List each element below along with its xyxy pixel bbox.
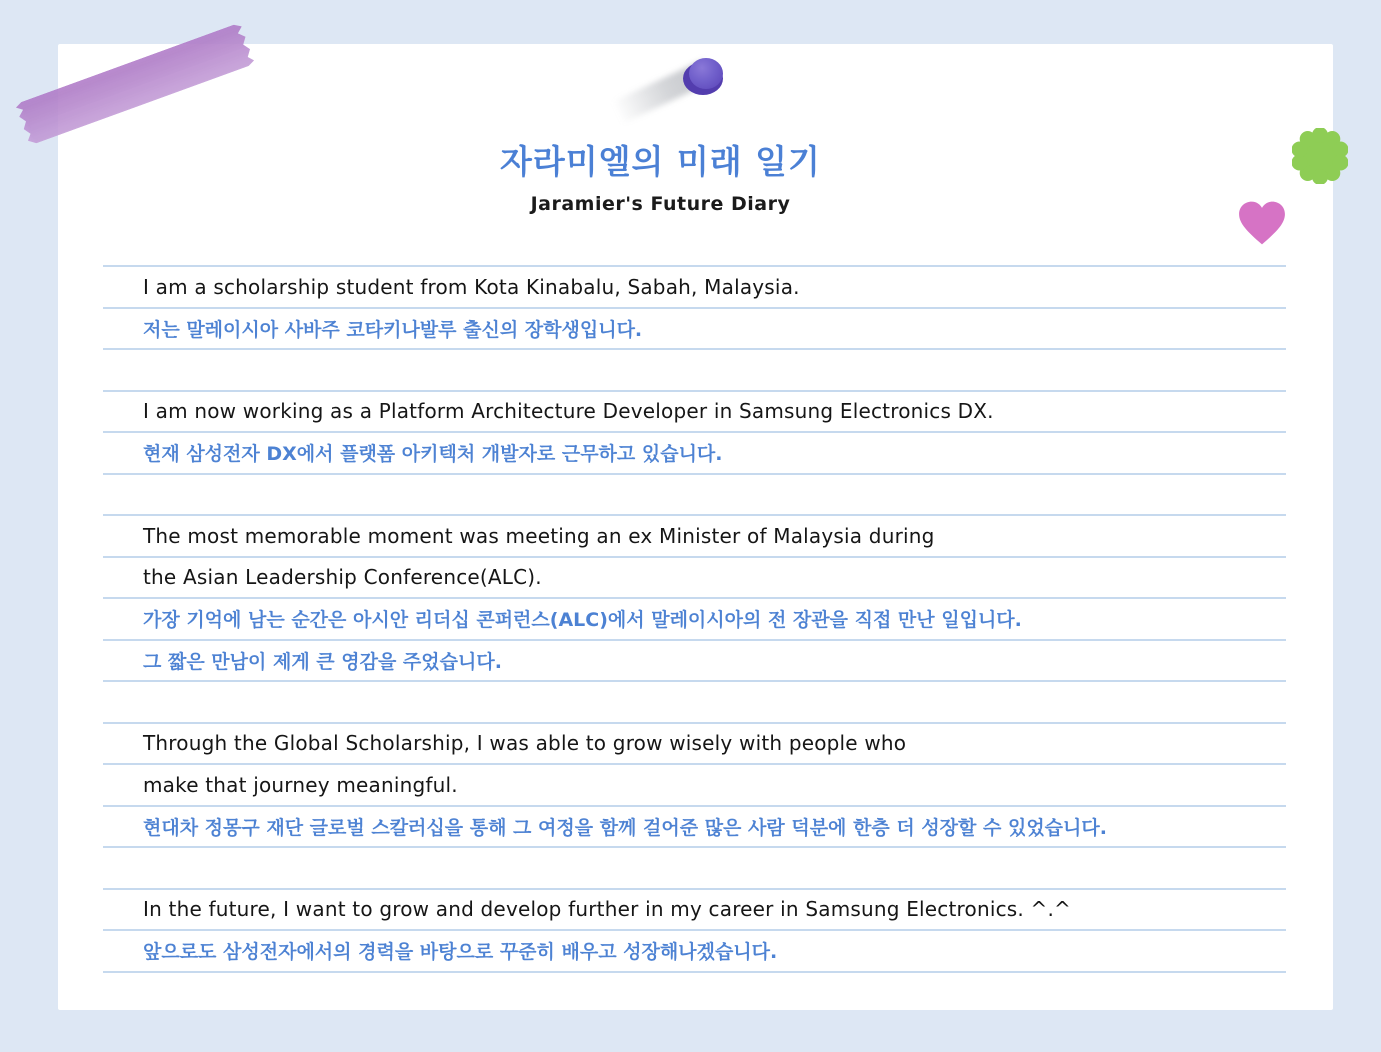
heart-icon [1237,200,1287,247]
page-title: 자라미엘의 미래 일기 [500,142,821,181]
diary-line-blank [103,682,1286,724]
diary-card [58,44,1333,1010]
diary-header [58,136,1333,215]
ruled-paper [103,265,1286,973]
diary-line-blank [103,350,1286,392]
diary-line-en: make that journey meaningful. [103,765,1286,807]
diary-line-ko: 저는 말레이시아 사바주 코타키나발루 출신의 장학생입니다. [103,309,1286,351]
diary-line-ko: 그 짧은 만남이 제게 큰 영감을 주었습니다. [103,641,1286,683]
diary-line-ko: 현재 삼성전자 DX에서 플랫폼 아키텍처 개발자로 근무하고 있습니다. [103,433,1286,475]
diary-line-en: In the future, I want to grow and develop further in my career in Samsung Electronics. ^.^ [103,890,1286,932]
diary-line-en: I am now working as a Platform Architecture Developer in Samsung Electronics DX. [103,392,1286,434]
diary-line-blank [103,475,1286,517]
diary-line-blank [103,848,1286,890]
diary-line-en: I am a scholarship student from Kota Kinabalu, Sabah, Malaysia. [103,267,1286,309]
diary-line-en: The most memorable moment was meeting an ex Minister of Malaysia during [103,516,1286,558]
push-pin-icon [683,58,725,95]
diary-line-en: Through the Global Scholarship, I was able to grow wisely with people who [103,724,1286,766]
page-subtitle: Jaramier's Future Diary [530,193,791,215]
pin-cap [689,58,723,89]
diary-line-ko: 가장 기억에 남는 순간은 아시안 리더십 콘퍼런스(ALC)에서 말레이시아의 전 장관을 직접 만난 일입니다. [103,599,1286,641]
diary-line-ko: 앞으로도 삼성전자에서의 경력을 바탕으로 꾸준히 배우고 성장해나겠습니다. [103,931,1286,973]
diary-line-en: the Asian Leadership Conference(ALC). [103,558,1286,600]
diary-line-ko: 현대차 정몽구 재단 글로벌 스칼러십을 통해 그 여정을 함께 걸어준 많은 사람 덕분에 한층 더 성장할 수 있었습니다. [103,807,1286,849]
flower-badge-icon [1292,128,1348,184]
